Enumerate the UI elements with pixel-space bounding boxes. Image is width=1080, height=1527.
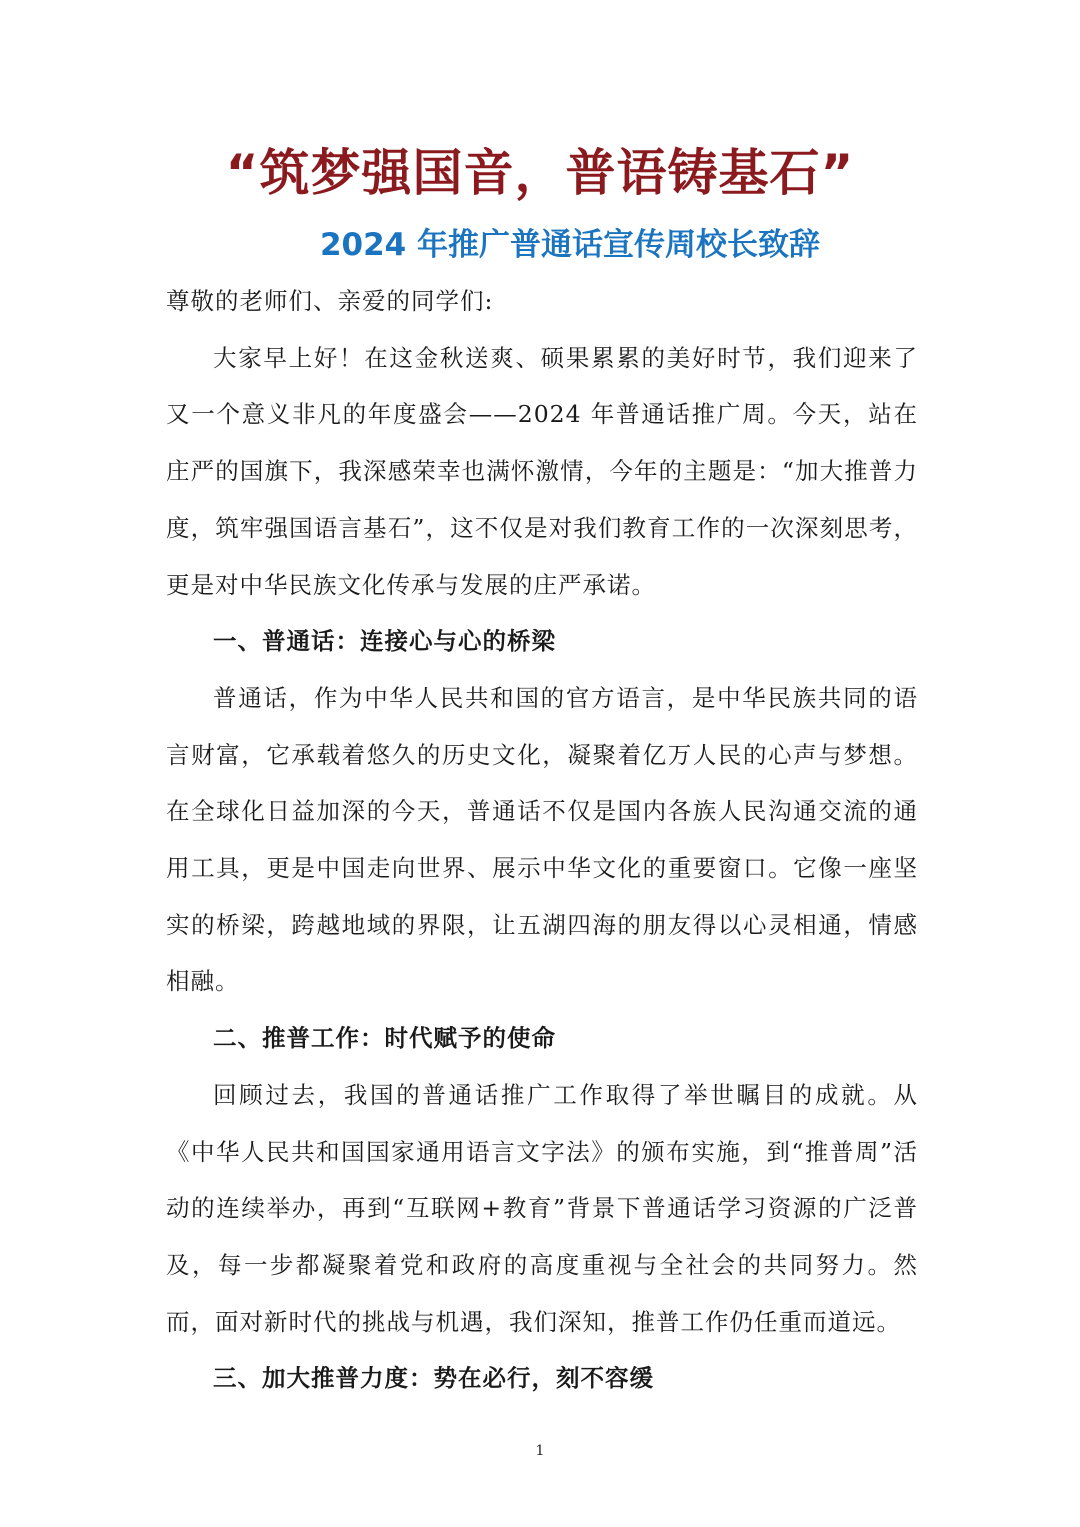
section-heading-1: 一、普通话：连接心与心的桥梁: [213, 627, 556, 656]
paragraph-section-1: 普通话，作为中华人民共和国的官方语言，是中华民族共同的语言财富，它承载着悠久的历史文化，凝聚着亿万人民的心声与梦想。在全球化日益加深的今天，普通话不仅是国内各族人民沟通交流的通用工具，更是中国走向世界、展示中华文化的重要窗口。它像一座坚实的桥梁，跨越地域的界限，让五湖四海的朋友得以心灵相通，情感相融。: [166, 683, 918, 996]
document-subtitle: 2024 年推广普通话宣传周校长致辞: [319, 227, 821, 263]
paragraph-section-2: 回顾过去，我国的普通话推广工作取得了举世瞩目的成就。从《中华人民共和国国家通用语言文字法》的颁布实施，到“推普周”活动的连续举办，再到“互联网+教育”背景下普通话学习资源的广泛普及，每一步都凝聚着党和政府的高度重视与全社会的共同努力。然而，面对新时代的挑战与机遇，我们深知，推普工作仍任重而道远。: [166, 1080, 918, 1336]
document-title: “筑梦强国音，普语铸基石”: [225, 144, 855, 202]
section-heading-2: 二、推普工作：时代赋予的使命: [213, 1024, 556, 1053]
salutation: 尊敬的老师们、亲爱的同学们:: [166, 287, 494, 315]
paragraph-intro: 大家早上好！在这金秋送爽、硕果累累的美好时节，我们迎来了又一个意义非凡的年度盛会——2024 年普通话推广周。今天，站在庄严的国旗下，我深感荣幸也满怀激情，今年的主题是：“加大推普力度，筑牢强国语言基石”，这不仅是对我们教育工作的一次深刻思考，更是对中华民族文化传承与发展的庄严承诺。: [166, 343, 918, 599]
section-heading-3: 三、加大推普力度：势在必行，刻不容缓: [213, 1364, 654, 1393]
document-body: [166, 273, 918, 1407]
page-number: 1: [535, 1443, 545, 1459]
